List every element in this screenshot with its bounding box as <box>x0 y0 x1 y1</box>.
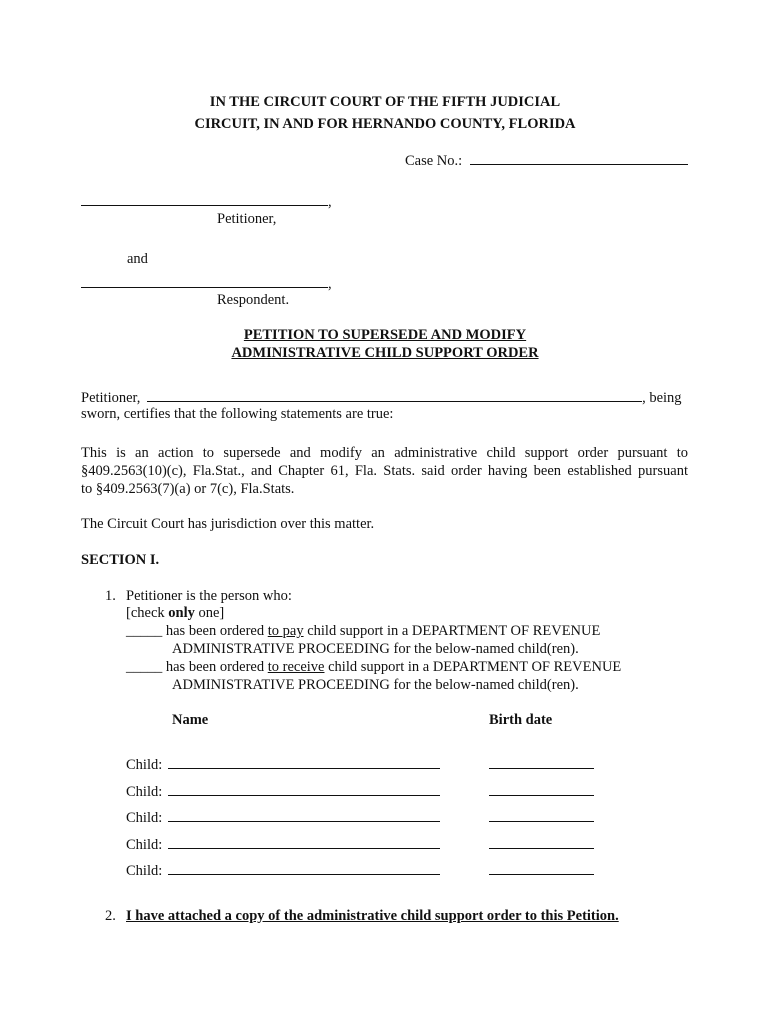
intro-sworn-line: sworn, certifies that the following statements are true: <box>81 406 394 422</box>
child-row: Child: <box>126 807 440 827</box>
child-birth-date-field[interactable] <box>489 860 594 875</box>
case-number-label: Case No.: <box>405 153 463 169</box>
child-name-field[interactable] <box>168 807 440 822</box>
petition-title-line1: PETITION TO SUPERSEDE AND MODIFY <box>243 327 527 343</box>
item1-check-instruction: [check only one] <box>126 605 225 621</box>
petitioner-name-field[interactable] <box>81 191 328 206</box>
petitioner-sworn-name-field[interactable] <box>147 387 642 402</box>
item1-number: 1. <box>105 588 116 604</box>
item1-lead: Petitioner is the person who: <box>126 588 292 604</box>
child-birth-date-field[interactable] <box>489 754 594 769</box>
child-row: Child: <box>126 834 440 854</box>
case-number-field[interactable] <box>470 150 688 165</box>
child-row: Child: <box>126 754 440 774</box>
option-pay-line2: ADMINISTRATIVE PROCEEDING for the below-named child(ren). <box>172 641 579 657</box>
respondent-name-row: , <box>81 273 332 293</box>
column-header-name: Name <box>172 712 209 728</box>
section-heading: SECTION I. <box>81 552 160 568</box>
item2-text: I have attached a copy of the administrative child support order to this Petition. <box>126 908 619 924</box>
option-receive-checkbox[interactable]: _____ <box>126 659 163 675</box>
child-birth-date-field[interactable] <box>489 781 594 796</box>
option-receive-line2: ADMINISTRATIVE PROCEEDING for the below-named child(ren). <box>172 677 579 693</box>
child-name-field[interactable] <box>168 860 440 875</box>
and-label: and <box>127 251 148 267</box>
intro-petitioner-row: Petitioner, , being <box>81 387 682 407</box>
petition-title-line2: ADMINISTRATIVE CHILD SUPPORT ORDER <box>231 345 539 361</box>
child-name-field[interactable] <box>168 781 440 796</box>
petitioner-label: Petitioner, <box>217 211 277 227</box>
child-name-field[interactable] <box>168 834 440 849</box>
action-line1: This is an action to supersede and modify an administrative child support order pursuant to <box>81 445 688 461</box>
case-number-row <box>405 150 688 170</box>
column-header-birth-date: Birth date <box>489 712 553 728</box>
option-pay: _____ has been ordered to pay child support in a DEPARTMENT OF REVENUE <box>126 623 601 639</box>
option-receive: _____ has been ordered to receive child support in a DEPARTMENT OF REVENUE <box>126 659 622 675</box>
jurisdiction-statement: The Circuit Court has jurisdiction over this matter. <box>81 516 375 532</box>
respondent-name-field[interactable] <box>81 273 328 288</box>
child-birth-date-field[interactable] <box>489 834 594 849</box>
item2-number: 2. <box>105 908 116 924</box>
court-header-line2: CIRCUIT, IN AND FOR HERNANDO COUNTY, FLORIDA <box>194 116 576 132</box>
court-header-line1: IN THE CIRCUIT COURT OF THE FIFTH JUDICIAL <box>209 94 561 110</box>
child-row: Child: <box>126 860 440 880</box>
action-line2: §409.2563(10)(c), Fla.Stat., and Chapter 61, Fla. Stats. said order having been established pursuant <box>81 463 688 479</box>
action-line3: to §409.2563(7)(a) or 7(c), Fla.Stats. <box>81 481 295 497</box>
respondent-label: Respondent. <box>217 292 290 308</box>
petitioner-name-row: , <box>81 191 332 211</box>
child-name-field[interactable] <box>168 754 440 769</box>
child-birth-date-field[interactable] <box>489 807 594 822</box>
option-pay-checkbox[interactable]: _____ <box>126 623 163 639</box>
child-row: Child: <box>126 781 440 801</box>
